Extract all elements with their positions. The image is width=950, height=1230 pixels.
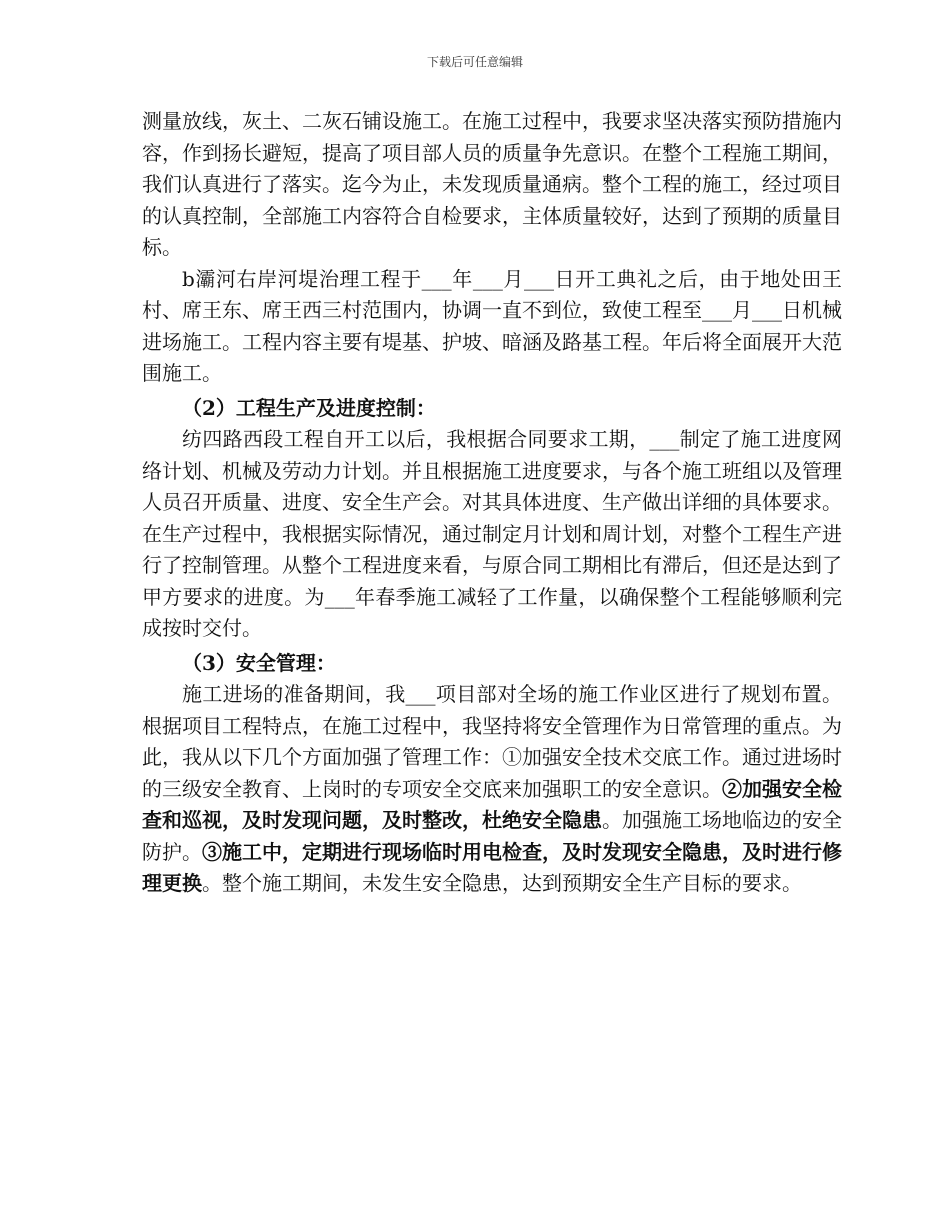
paragraph-safety: [142, 679, 842, 900]
paragraph-river-project: b灞河右岸河堤治理工程于___年___月___日开工典礼之后，由于地处田王村、席王东、席王西三村范围内，协调一直不到位，致使工程至___月___日机械进场施工。工程内容主要有堤基、护坡、暗涵及路基工程。年后将全面展开大范围施工。: [142, 266, 842, 385]
safety-text-3: 。整个施工期间，未发生安全隐患，达到预期安全生产目标的要求。: [202, 871, 802, 895]
safety-text-1: 施工进场的准备期间，我___项目部对全场的施工作业区进行了规划布置。根据项目工程特点，在施工过程中，我坚持将安全管理作为日常管理的重点。为此，我从以下几个方面加强了管理工作：①加强安全技术交底工作。通过进场时的三级安全教育、上岗时的专项安全交底来加强职工的安全意识。: [142, 682, 842, 801]
heading-progress-control: （2）工程生产及进度控制：: [182, 395, 436, 420]
safety-bold-1: ②加强安全检查和巡视，及时发现问题，及时整改，杜绝安全隐患: [142, 776, 842, 832]
safety-text-2: 。加强施工场地临边的安全防护。: [142, 808, 842, 864]
heading-safety-management: （3）安全管理：: [182, 650, 336, 675]
page-header-note: 下载后可任意编辑: [426, 55, 523, 69]
document-body: [142, 106, 842, 900]
paragraph-quality: 测量放线，灰土、二灰石铺设施工。在施工过程中，我要求坚决落实预防措施内容，作到扬长避短，提高了项目部人员的质量争先意识。在整个工程施工期间，我们认真进行了落实。迄今为止，未发现质量通病。整个工程的施工，经过项目的认真控制，全部施工内容符合自检要求，主体质量较好，达到了预期的质量目标。: [142, 109, 842, 259]
paragraph-progress: 纺四路西段工程自开工以后，我根据合同要求工期，___制定了施工进度网络计划、机械及劳动力计划。并且根据施工进度要求，与各个施工班组以及管理人员召开质量、进度、安全生产会。对其具体进度、生产做出详细的具体要求。在生产过程中，我根据实际情况，通过制定月计划和周计划，对整个工程生产进行了控制管理。从整个工程进度来看，与原合同工期相比有滞后，但还是达到了甲方要求的进度。为___年春季施工减轻了工作量，以确保整个工程能够顺利完成按时交付。: [142, 427, 842, 640]
safety-bold-2: ③施工中，定期进行现场临时用电检查，及时发现安全隐患，及时进行修理更换: [142, 839, 842, 895]
